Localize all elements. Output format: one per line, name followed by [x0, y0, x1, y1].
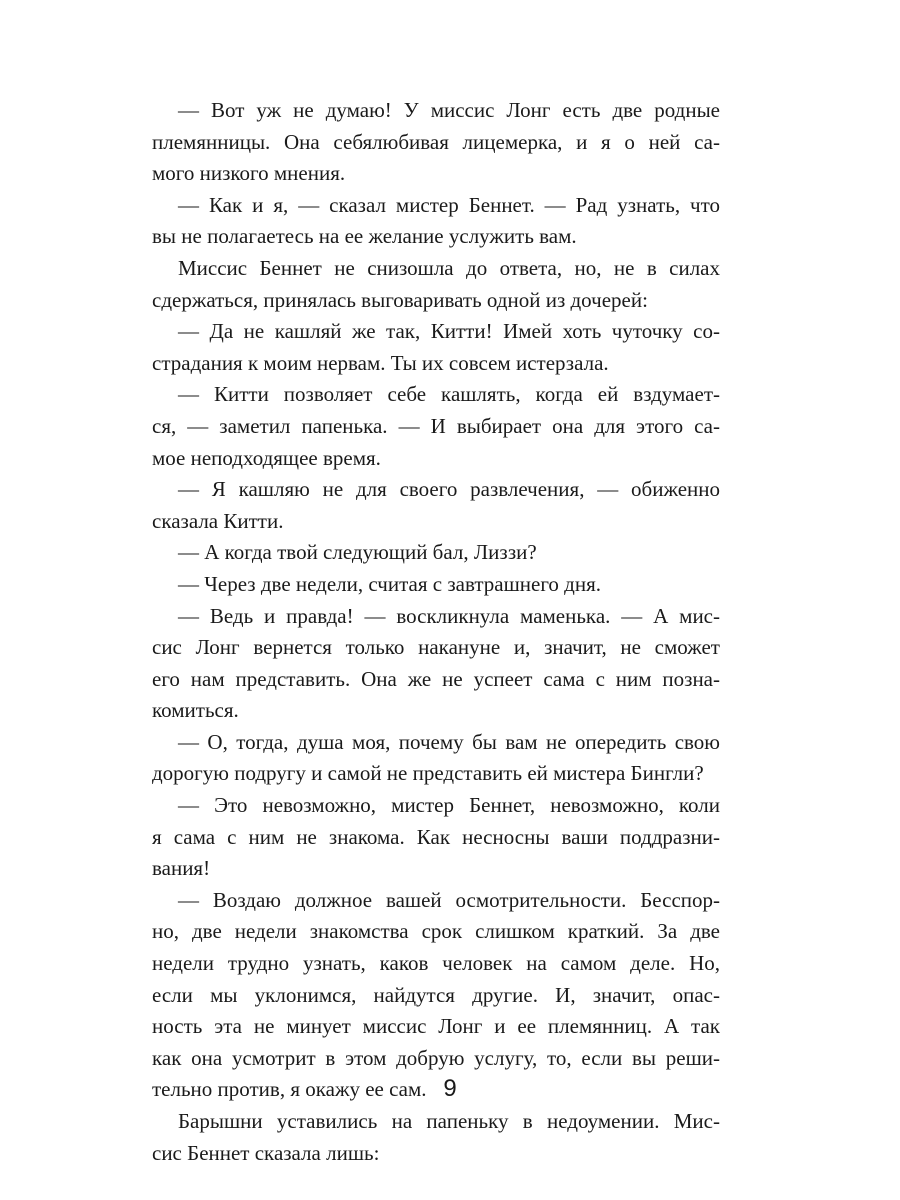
text-line: Барышни уставились на папеньку в недоумении. Мис-	[178, 1109, 720, 1133]
text-line: его нам представить. Она же не успеет сама с ним позна-	[152, 666, 720, 691]
text-line: Миссис Беннет не снизошла до ответа, но, не в силах	[178, 255, 720, 280]
text-line: дорогую подругу и самой не представить ей мистера Бингли?	[152, 761, 704, 786]
text-line: — Ведь и правда! — воскликнула маменька. — А мис-	[178, 603, 720, 628]
text-line: сис Лонг вернется только накануне и, значит, не сможет	[152, 635, 720, 660]
text-line: как она усмотрит в этом добрую услугу, то, если вы реши-	[152, 1045, 720, 1070]
text-line: — Через две недели, считая с завтрашнего дня.	[178, 571, 601, 596]
text-line: сдержаться, принялась выговаривать одной из дочерей:	[152, 287, 648, 312]
text-line: — А когда твой следующий бал, Лиззи?	[178, 540, 537, 565]
text-line: — Китти позволяет себе кашлять, когда ей вздумает-	[178, 382, 720, 407]
text-line: — Я кашляю не для своего развлечения, — обиженно	[178, 477, 720, 502]
text-line: но, две недели знакомства срок слишком краткий. За две	[152, 919, 720, 944]
text-line: мого низкого мнения.	[152, 161, 346, 186]
text-line: — О, тогда, душа моя, почему бы вам не опередить свою	[178, 729, 720, 754]
text-line: ность эта не минует миссис Лонг и ее племянниц. А так	[152, 1014, 720, 1039]
body-text	[152, 95, 720, 1169]
text-line: страдания к моим нервам. Ты их совсем истерзала.	[152, 350, 609, 375]
text-line: вы не полагаетесь на ее желание услужить вам.	[152, 224, 577, 249]
text-line: комиться.	[152, 698, 239, 723]
page-number: 9	[443, 1075, 457, 1102]
text-line: я сама с ним не знакома. Как несносны ваши поддразни-	[152, 824, 720, 849]
text-line: тельно против, я окажу ее сам.	[152, 1077, 427, 1102]
text-line: если мы уклонимся, найдутся другие. И, значит, опас-	[152, 982, 720, 1007]
text-line: — Вот уж не думаю! У миссис Лонг есть две родные	[178, 98, 720, 122]
text-line: племянницы. Она себялюбивая лицемерка, и я о ней са-	[152, 129, 720, 154]
text-line: — Да не кашляй же так, Китти! Имей хоть чуточку со-	[178, 319, 720, 344]
text-line: недели трудно узнать, каков человек на самом деле. Но,	[152, 951, 720, 976]
text-line: сказала Китти.	[152, 508, 284, 533]
text-line: ся, — заметил папенька. — И выбирает она для этого са-	[152, 413, 720, 438]
text-line: — Это невозможно, мистер Беннет, невозможно, коли	[178, 793, 720, 818]
text-line: сис Беннет сказала лишь:	[152, 1140, 380, 1165]
text-line: — Воздаю должное вашей осмотрительности. Бесспор-	[178, 887, 720, 912]
text-line: — Как и я, — сказал мистер Беннет. — Рад узнать, что	[178, 192, 720, 217]
text-line: мое неподходящее время.	[152, 445, 381, 470]
text-line: вания!	[152, 856, 211, 881]
